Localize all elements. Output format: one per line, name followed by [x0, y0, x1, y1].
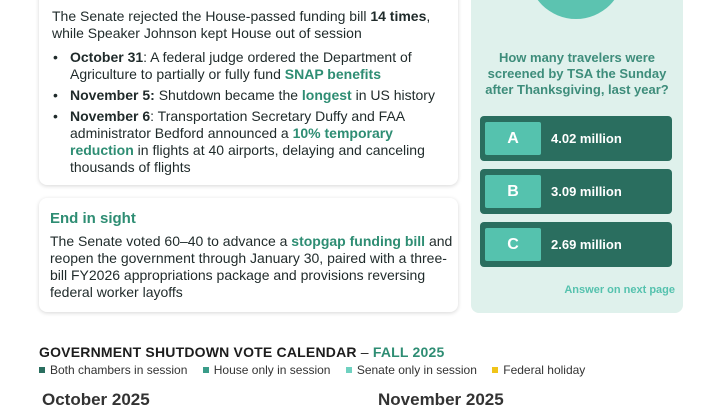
answer-option-a[interactable] — [480, 116, 672, 161]
option-letter: B — [485, 175, 541, 208]
calendar-title — [39, 344, 444, 360]
trivia-badge — [528, 0, 624, 19]
option-value: 2.69 million — [551, 237, 622, 252]
recap-lead-bold: 14 times — [370, 8, 427, 24]
calendar-season: FALL 2025 — [372, 344, 445, 360]
legend-swatch — [492, 367, 498, 373]
event-date: November 5: — [70, 87, 155, 103]
recap-lead-rest: , while Speaker Johnson kept House out of session — [52, 8, 431, 41]
calendar-title-separator: – — [356, 344, 373, 360]
legend-item-holiday — [492, 363, 585, 377]
event-text: Shutdown became the — [154, 87, 302, 103]
answer-option-c[interactable] — [480, 222, 672, 267]
legend-swatch — [39, 367, 45, 373]
legend-swatch — [203, 367, 209, 373]
option-letter: A — [485, 122, 541, 155]
event-text: : A federal judge ordered the Department of Agriculture to partially or fully fund — [70, 49, 412, 82]
calendar-title-text: GOVERNMENT SHUTDOWN VOTE CALENDAR — [39, 344, 357, 360]
option-value: 3.09 million — [551, 184, 622, 199]
recap-lead-text: The Senate rejected the House-passed funding bill — [52, 8, 371, 24]
longest-link[interactable]: longest — [301, 87, 352, 103]
trivia-panel — [471, 0, 683, 313]
event-date: November 6 — [70, 108, 151, 124]
end-in-sight-body — [50, 233, 455, 301]
answer-option-b[interactable] — [480, 169, 672, 214]
bullet-icon: • — [53, 87, 58, 103]
legend-swatch — [346, 367, 352, 373]
calendar-legend — [39, 363, 597, 377]
legend-label: Both chambers in session — [50, 363, 188, 377]
end-text-rest: and reopen the government through January 30, paired with a three-bill FY2026 appropriations package and provisions reversing federal worker layoffs — [50, 233, 453, 300]
month-label-november: November 2025 — [378, 390, 504, 409]
bullet-icon: • — [53, 108, 58, 124]
flight-reduction-link[interactable]: 10% temporary reduction — [70, 125, 393, 158]
list-item — [52, 87, 452, 104]
event-text-end: in US history — [351, 87, 435, 103]
end-text: The Senate voted 60–40 to advance a — [50, 233, 292, 249]
event-text-end: in flights at 40 airports, delaying and canceling thousands of flights — [70, 142, 425, 175]
legend-label: Federal holiday — [503, 363, 586, 377]
legend-label: Senate only in session — [356, 363, 477, 377]
end-in-sight-card — [39, 198, 458, 312]
bullet-icon: • — [53, 49, 58, 65]
month-label-october: October 2025 — [42, 390, 150, 409]
shutdown-recap-card — [39, 0, 458, 185]
legend-item-house — [203, 363, 331, 377]
event-date: October 31 — [70, 49, 144, 65]
list-item — [52, 108, 452, 176]
legend-label: House only in session — [213, 363, 331, 377]
option-letter: C — [485, 228, 541, 261]
event-text: : Transportation Secretary Duffy and FAA administrator Bedford announced a — [70, 108, 405, 141]
answer-note: Answer on next page — [564, 284, 675, 296]
list-item — [52, 49, 452, 83]
end-in-sight-title: End in sight — [50, 210, 136, 227]
recap-lead — [52, 8, 452, 42]
trivia-question: How many travelers were screened by TSA the Sunday after Thanksgiving, last year? — [485, 50, 669, 97]
stopgap-bill-link[interactable]: stopgap funding bill — [291, 233, 426, 249]
option-value: 4.02 million — [551, 131, 622, 146]
snap-benefits-link[interactable]: SNAP benefits — [284, 66, 381, 82]
legend-item-both — [39, 363, 187, 377]
legend-item-senate — [346, 363, 477, 377]
recap-events-list — [52, 49, 452, 180]
